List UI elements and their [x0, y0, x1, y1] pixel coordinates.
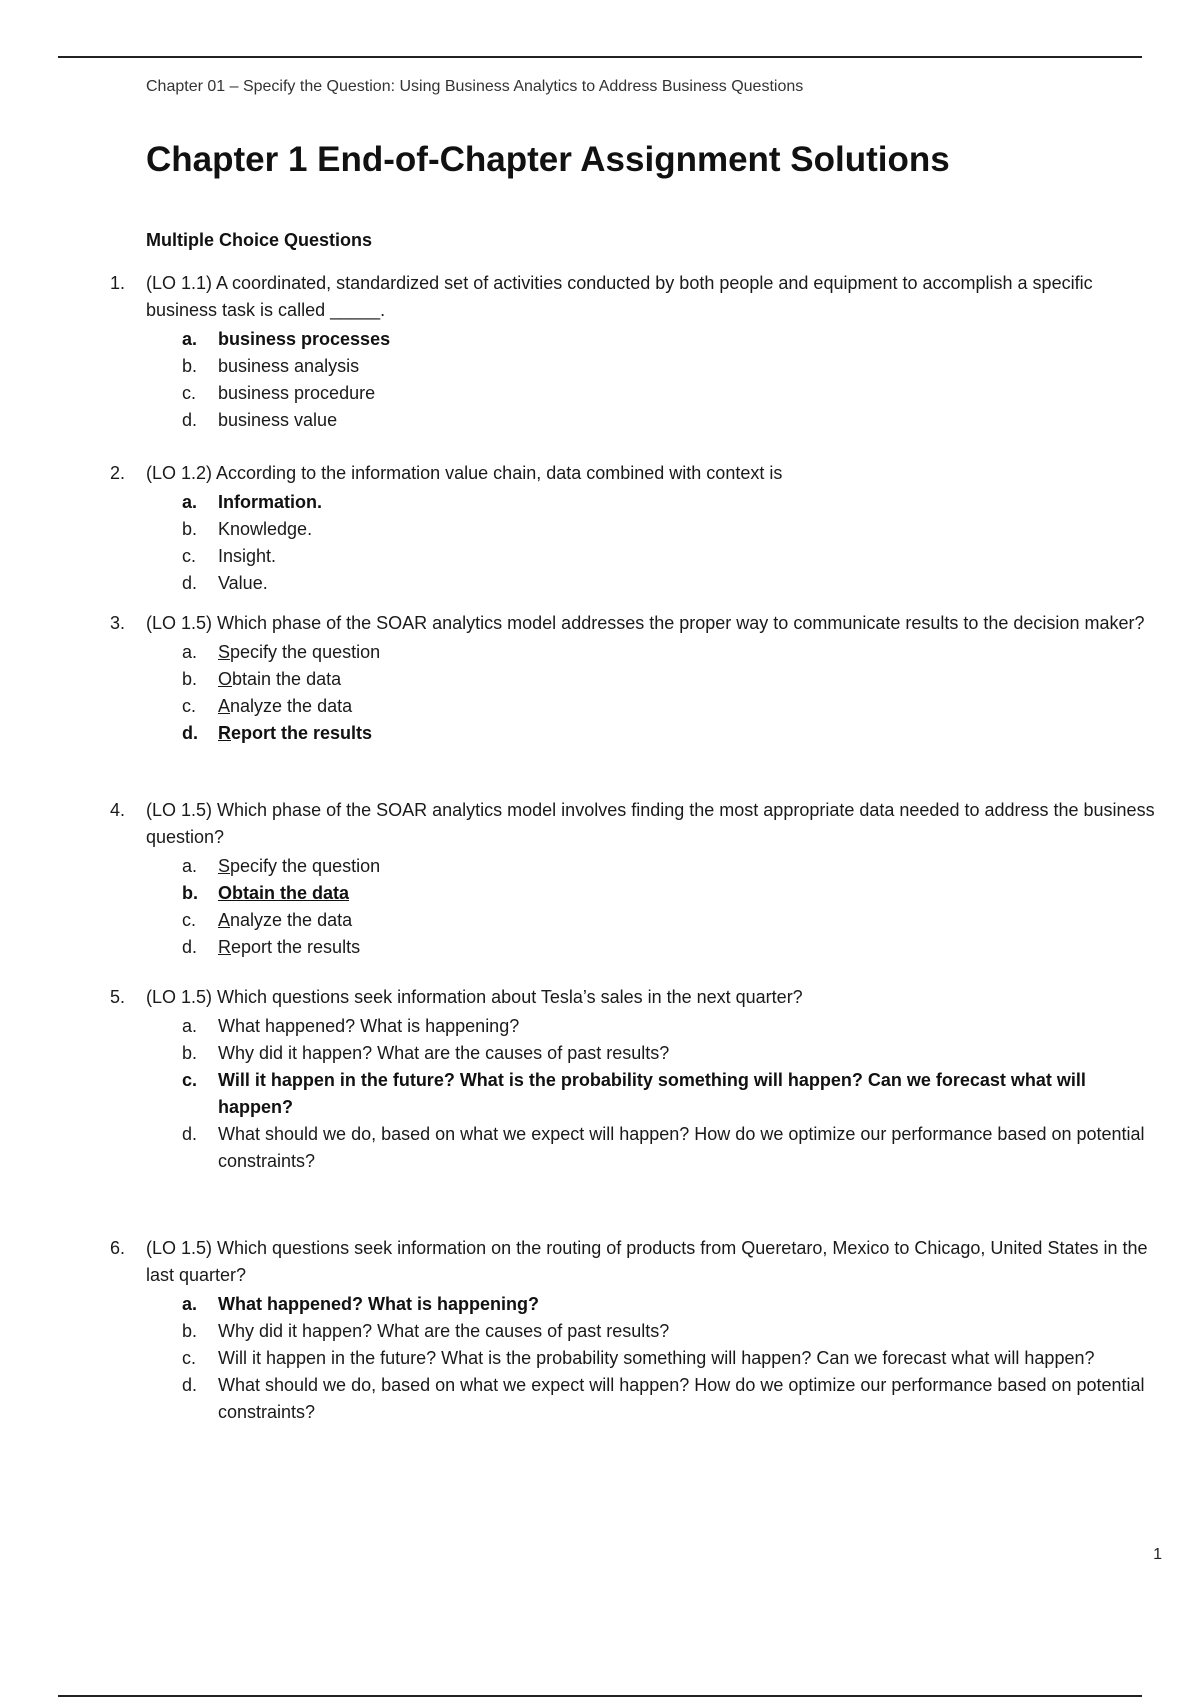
option-rest: pecify the question: [230, 642, 381, 662]
option-text: What should we do, based on what we expect will happen? How do we optimize our performance based on potential constraints?: [218, 1375, 1145, 1422]
question-stem: [110, 1235, 1162, 1289]
option-initial: S: [218, 642, 231, 662]
option-letter: b.: [182, 519, 198, 539]
question-5: [110, 984, 1162, 1175]
question-number: 4.: [110, 800, 126, 820]
footer-rule: [58, 1695, 1142, 1697]
answer-option: [110, 1013, 1162, 1040]
answer-option: [110, 907, 1162, 934]
option-letter: a.: [182, 492, 198, 512]
answer-options: [110, 326, 1162, 434]
option-text: Value.: [218, 573, 268, 593]
option-rest: nalyze the data: [230, 910, 353, 930]
option-letter: a.: [182, 1294, 198, 1314]
answer-option-correct: [110, 880, 1162, 907]
option-text: Obtain the data: [218, 883, 350, 903]
answer-option: [110, 353, 1162, 380]
answer-option: [110, 543, 1162, 570]
answer-options: [110, 853, 1162, 961]
header-rule: [58, 56, 1142, 58]
answer-options: [110, 639, 1162, 747]
option-text: Knowledge.: [218, 519, 313, 539]
answer-option-correct: [110, 1291, 1162, 1318]
option-text: business procedure: [218, 383, 376, 403]
option-initial: O: [218, 669, 233, 689]
option-text: [218, 696, 352, 716]
option-letter: b.: [182, 1321, 198, 1341]
answer-option-correct: [110, 489, 1162, 516]
question-number: 3.: [110, 613, 126, 633]
question-stem: [110, 984, 1162, 1011]
option-letter: a.: [182, 329, 198, 349]
option-text: [218, 910, 352, 930]
question-number: 2.: [110, 463, 126, 483]
option-initial: A: [218, 696, 231, 716]
option-letter: c.: [182, 696, 197, 716]
option-initial: R: [218, 723, 231, 743]
answer-option: [110, 1040, 1162, 1067]
option-letter: d.: [182, 937, 198, 957]
running-header: Chapter 01 – Specify the Question: Using Business Analytics to Address Business Questions: [146, 78, 804, 95]
option-text: business analysis: [218, 356, 360, 376]
answer-option-correct: [110, 720, 1162, 747]
option-letter: d.: [182, 1124, 198, 1144]
option-text: Will it happen in the future? What is the probability something will happen? Can we forecast what will happen?: [218, 1348, 1095, 1368]
section-heading: Multiple Choice Questions: [146, 230, 373, 250]
question-text: (LO 1.2) According to the information value chain, data combined with context is: [146, 463, 783, 483]
option-text: [218, 856, 380, 876]
option-letter: b.: [182, 1043, 198, 1063]
question-text: (LO 1.5) Which questions seek information about Tesla’s sales in the next quarter?: [146, 987, 803, 1007]
option-text: Will it happen in the future? What is the probability something will happen? Can we forecast what will happen?: [218, 1070, 1086, 1117]
answer-option: [110, 666, 1162, 693]
answer-option: [110, 1372, 1162, 1426]
option-letter: b.: [182, 669, 198, 689]
answer-option: [110, 1318, 1162, 1345]
answer-options: [110, 1291, 1162, 1426]
option-text: [218, 642, 380, 662]
option-letter: d.: [182, 723, 198, 743]
option-text: What happened? What is happening?: [218, 1016, 520, 1036]
option-letter: c.: [182, 1348, 197, 1368]
option-text: business processes: [218, 329, 391, 349]
option-letter: c.: [182, 1070, 198, 1090]
question-2: [110, 460, 1162, 597]
option-text: [218, 669, 341, 689]
answer-option: [110, 693, 1162, 720]
option-letter: d.: [182, 1375, 198, 1395]
question-stem: [110, 797, 1162, 851]
option-initial: S: [218, 856, 231, 876]
option-letter: d.: [182, 573, 198, 593]
option-letter: d.: [182, 410, 198, 430]
option-rest: nalyze the data: [230, 696, 353, 716]
answer-option: [110, 853, 1162, 880]
option-letter: c.: [182, 546, 197, 566]
option-rest: eport the results: [231, 723, 373, 743]
option-rest: btain the data: [232, 669, 342, 689]
answer-option-correct: [110, 1067, 1162, 1121]
page-number: 1: [1153, 1546, 1162, 1563]
option-rest: eport the results: [231, 937, 361, 957]
option-text: Insight.: [218, 546, 277, 566]
option-text: [218, 937, 360, 957]
question-stem: [110, 460, 1162, 487]
option-letter: a.: [182, 856, 198, 876]
option-letter: a.: [182, 642, 198, 662]
question-text: (LO 1.1) A coordinated, standardized set of activities conducted by both people and equipment to accomplish a specific business task is called _____.: [146, 273, 1093, 320]
question-stem: [110, 270, 1162, 324]
answer-option: [110, 570, 1162, 597]
option-letter: c.: [182, 910, 197, 930]
option-letter: a.: [182, 1016, 198, 1036]
question-text: (LO 1.5) Which questions seek information on the routing of products from Queretaro, Mexico to Chicago, United States in the last quarter?: [146, 1238, 1148, 1285]
question-6: [110, 1235, 1162, 1426]
answer-option: [110, 516, 1162, 543]
question-text: (LO 1.5) Which phase of the SOAR analytics model addresses the proper way to communicate results to the decision maker?: [146, 613, 1145, 633]
question-stem: [110, 610, 1162, 637]
question-1: [110, 270, 1162, 434]
question-4: [110, 797, 1162, 961]
answer-option: [110, 934, 1162, 961]
question-number: 6.: [110, 1238, 126, 1258]
page-title: Chapter 1 End-of-Chapter Assignment Solutions: [146, 140, 950, 179]
option-text: [218, 723, 372, 743]
answer-option: [110, 1121, 1162, 1175]
option-letter: c.: [182, 383, 197, 403]
answer-option: [110, 407, 1162, 434]
answer-options: [110, 1013, 1162, 1175]
question-text: (LO 1.5) Which phase of the SOAR analytics model involves finding the most appropriate data needed to address the business question?: [146, 800, 1155, 847]
option-text: business value: [218, 410, 338, 430]
option-initial: R: [218, 937, 231, 957]
answer-option: [110, 639, 1162, 666]
option-letter: b.: [182, 883, 198, 903]
question-number: 1.: [110, 273, 126, 293]
option-text: Information.: [218, 492, 322, 512]
answer-options: [110, 489, 1162, 597]
option-text: What should we do, based on what we expect will happen? How do we optimize our performance based on potential constraints?: [218, 1124, 1145, 1171]
option-text: Why did it happen? What are the causes of past results?: [218, 1321, 670, 1341]
answer-option: [110, 380, 1162, 407]
option-rest: pecify the question: [230, 856, 381, 876]
answer-option: [110, 1345, 1162, 1372]
option-text: What happened? What is happening?: [218, 1294, 539, 1314]
option-initial: A: [218, 910, 231, 930]
question-number: 5.: [110, 987, 126, 1007]
answer-option-correct: [110, 326, 1162, 353]
option-letter: b.: [182, 356, 198, 376]
option-text: Why did it happen? What are the causes of past results?: [218, 1043, 670, 1063]
question-3: [110, 610, 1162, 747]
